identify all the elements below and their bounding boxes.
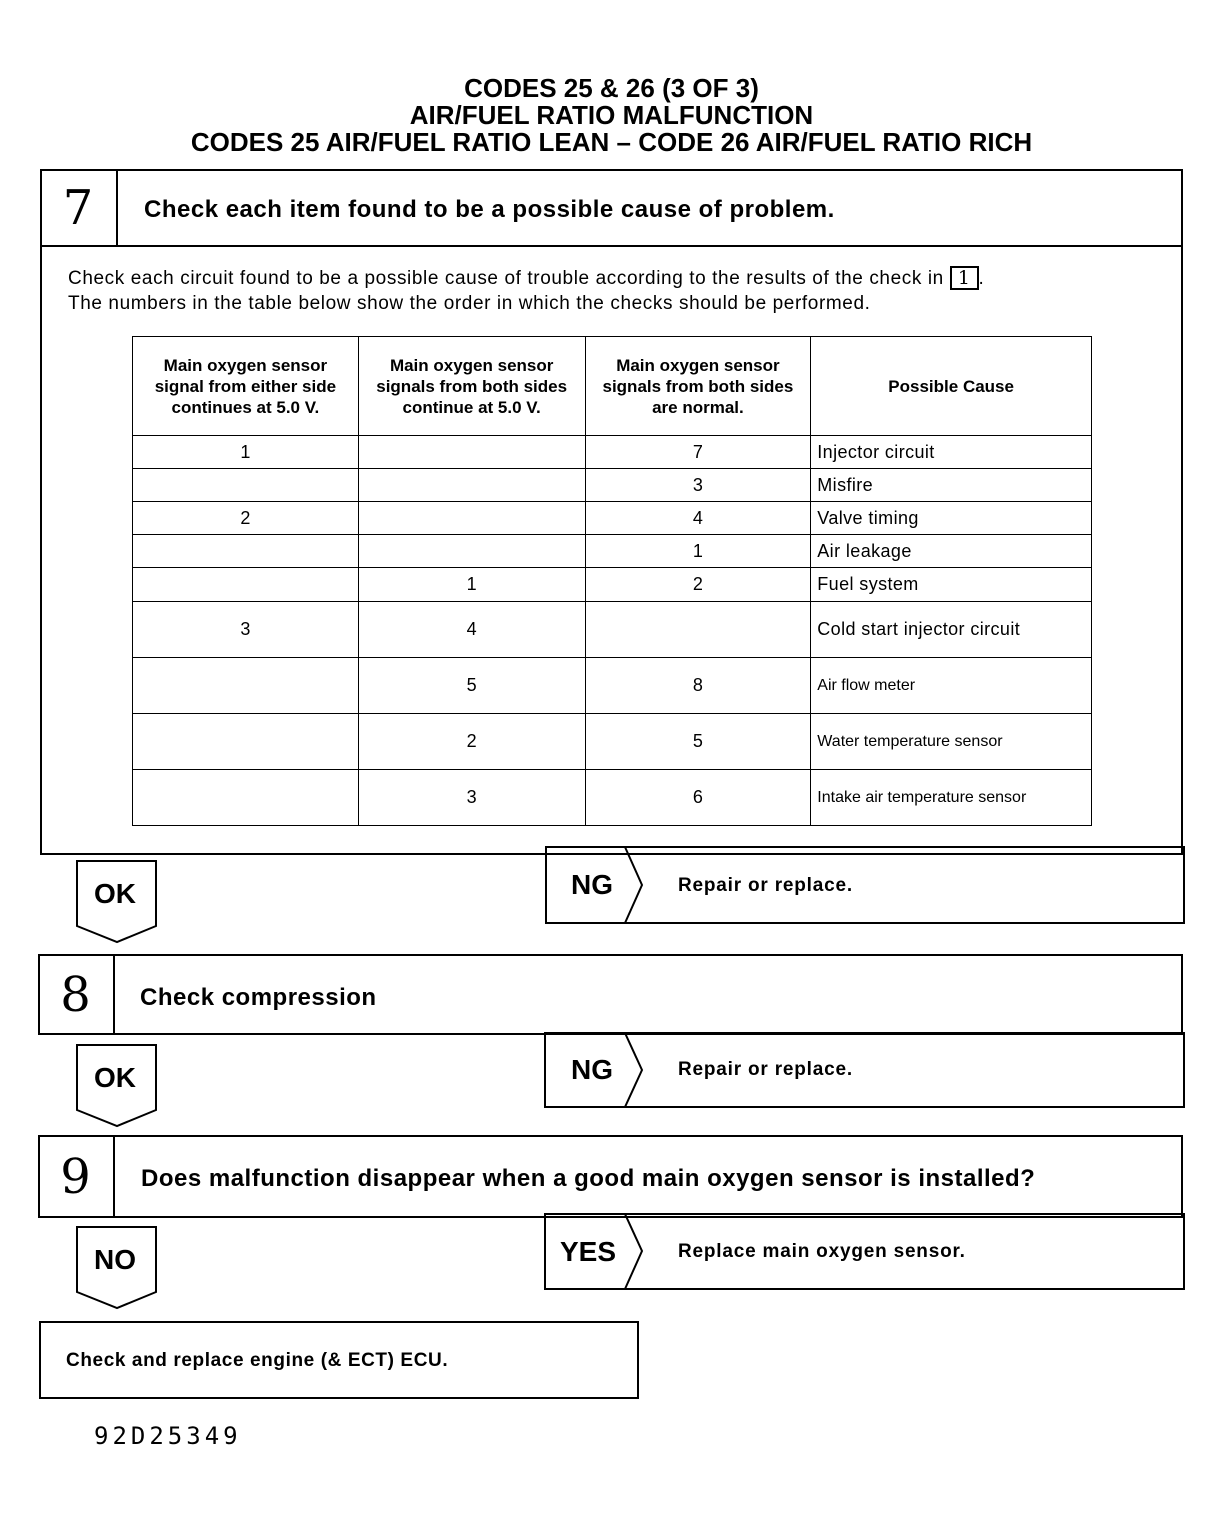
cell-cause: Valve timing bbox=[811, 502, 1092, 535]
step-8-title: Check compression bbox=[140, 984, 377, 1011]
cell-normal: 5 bbox=[585, 714, 811, 770]
cell-cause: Fuel system bbox=[811, 568, 1092, 602]
cell-both-5v bbox=[358, 535, 585, 568]
table-row bbox=[133, 535, 1092, 568]
cell-both-5v bbox=[358, 502, 585, 535]
cell-both-5v: 4 bbox=[358, 602, 585, 658]
cell-normal: 4 bbox=[585, 502, 811, 535]
cell-cause: Injector circuit bbox=[811, 436, 1092, 469]
intro-line1-text: Check each circuit found to be a possible cause of trouble according to the results of the check in bbox=[68, 268, 944, 289]
cell-either: 2 bbox=[133, 502, 359, 535]
step-7-divider bbox=[40, 245, 1183, 247]
step-7-number: 7 bbox=[40, 169, 118, 247]
table-row bbox=[133, 714, 1092, 770]
step-7-intro-line1 bbox=[68, 266, 984, 290]
cell-either: 3 bbox=[133, 602, 359, 658]
header-malfunction-title: AIR/FUEL RATIO MALFUNCTION bbox=[409, 100, 814, 130]
step-ref-box: 1 bbox=[950, 266, 979, 290]
step-9-yes-action: Replace main oxygen sensor. bbox=[678, 1241, 966, 1262]
cell-either bbox=[133, 714, 359, 770]
table-row bbox=[133, 602, 1092, 658]
step-8-ng-label: NG bbox=[571, 1054, 613, 1085]
header-either-side: Main oxygen sensor signal from either side continues at 5.0 V. bbox=[133, 337, 359, 436]
header-both-sides-5v: Main oxygen sensor signals from both sides continue at 5.0 V. bbox=[358, 337, 585, 436]
cell-cause: Air flow meter bbox=[811, 658, 1092, 714]
cell-both-5v: 1 bbox=[358, 568, 585, 602]
table-header-row bbox=[133, 337, 1092, 436]
final-action-text: Check and replace engine (& ECT) ECU. bbox=[66, 1350, 449, 1371]
table-row bbox=[133, 658, 1092, 714]
cell-normal: 7 bbox=[585, 436, 811, 469]
document-number: 92D25349 bbox=[94, 1422, 242, 1450]
step-7-ng-label: NG bbox=[571, 869, 613, 900]
step-7-intro-line2: The numbers in the table below show the order in which the checks should be performed. bbox=[68, 293, 871, 314]
header-code-title: CODES 25 & 26 (3 OF 3) bbox=[464, 73, 759, 103]
step-8-ng-action: Repair or replace. bbox=[678, 1059, 853, 1080]
cell-either bbox=[133, 568, 359, 602]
cell-normal bbox=[585, 602, 811, 658]
step-8-number: 8 bbox=[38, 954, 115, 1035]
cell-both-5v bbox=[358, 436, 585, 469]
step-9-title: Does malfunction disappear when a good main oxygen sensor is installed? bbox=[141, 1165, 1036, 1192]
table-row bbox=[133, 502, 1092, 535]
table-row bbox=[133, 469, 1092, 502]
cell-either bbox=[133, 469, 359, 502]
cell-both-5v bbox=[358, 469, 585, 502]
step-7-ok-label: OK bbox=[94, 878, 136, 909]
cell-normal: 6 bbox=[585, 770, 811, 826]
table-row bbox=[133, 436, 1092, 469]
step-8-ok-label: OK bbox=[94, 1062, 136, 1093]
cell-normal: 1 bbox=[585, 535, 811, 568]
step-9-number: 9 bbox=[38, 1135, 115, 1218]
possible-cause-table bbox=[132, 336, 1092, 826]
cell-either bbox=[133, 770, 359, 826]
step-7-ng-action: Repair or replace. bbox=[678, 875, 853, 896]
cell-normal: 8 bbox=[585, 658, 811, 714]
cell-either bbox=[133, 658, 359, 714]
cell-cause: Cold start injector circuit bbox=[811, 602, 1092, 658]
cell-both-5v: 2 bbox=[358, 714, 585, 770]
step-7-ng-chevron-icon bbox=[622, 846, 646, 924]
table-row bbox=[133, 568, 1092, 602]
cell-either: 1 bbox=[133, 436, 359, 469]
header-lean-rich-title: CODES 25 AIR/FUEL RATIO LEAN – CODE 26 AIR/FUEL RATIO RICH bbox=[190, 127, 1033, 157]
cell-cause: Air leakage bbox=[811, 535, 1092, 568]
step-7-title: Check each item found to be a possible cause of problem. bbox=[144, 196, 835, 223]
cell-both-5v: 3 bbox=[358, 770, 585, 826]
table-row bbox=[133, 770, 1092, 826]
header-possible-cause: Possible Cause bbox=[811, 337, 1092, 436]
cell-both-5v: 5 bbox=[358, 658, 585, 714]
step-9-yes-chevron-icon bbox=[622, 1213, 646, 1290]
header-both-normal: Main oxygen sensor signals from both sides are normal. bbox=[585, 337, 811, 436]
cell-normal: 3 bbox=[585, 469, 811, 502]
cell-either bbox=[133, 535, 359, 568]
step-8-ng-chevron-icon bbox=[622, 1032, 646, 1108]
cell-cause: Misfire bbox=[811, 469, 1092, 502]
step-9-yes-label: YES bbox=[560, 1236, 617, 1267]
intro-line1-end: . bbox=[978, 268, 985, 289]
cell-cause: Water temperature sensor bbox=[811, 714, 1092, 770]
cell-cause: Intake air temperature sensor bbox=[811, 770, 1092, 826]
step-9-no-label: NO bbox=[94, 1244, 136, 1275]
cell-normal: 2 bbox=[585, 568, 811, 602]
